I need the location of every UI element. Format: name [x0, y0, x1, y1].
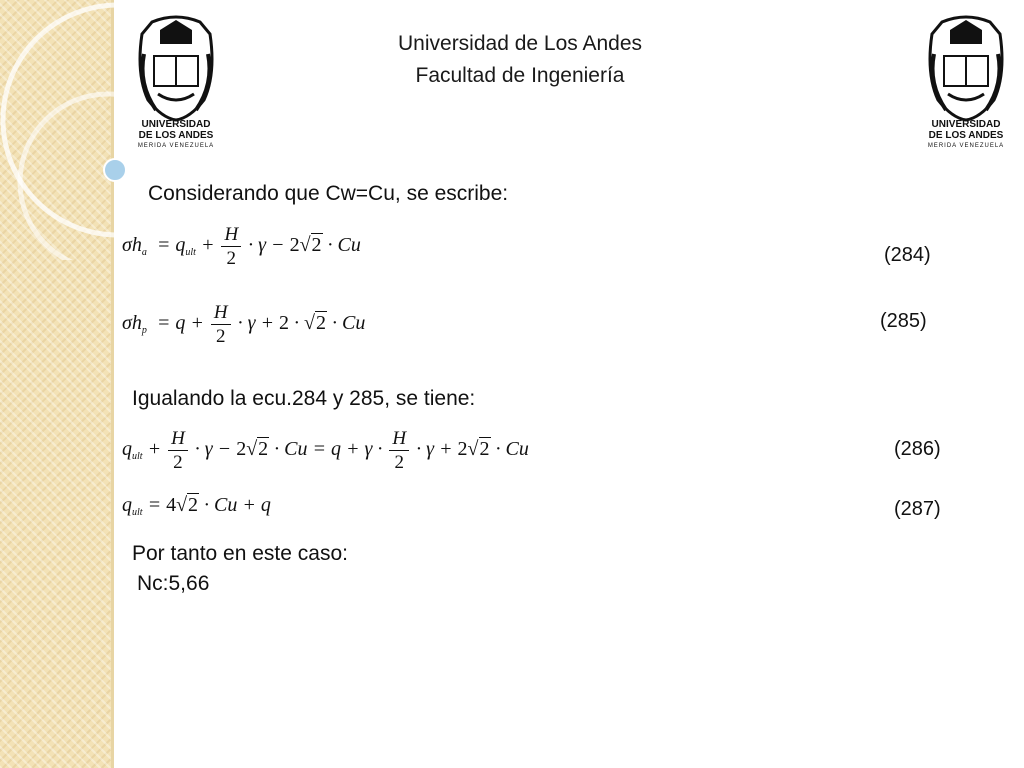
decorative-arcs — [0, 0, 140, 260]
logo-text-1: UNIVERSIDAD — [141, 119, 211, 130]
logo-text-1: UNIVERSIDAD — [931, 119, 1001, 130]
logo-text-3: MERIDA VENEZUELA — [137, 143, 215, 149]
equation-286: $q_{ult}$ + $\frac{H}{2}$ · γ − 2√2 · Cu = q + γ · $\frac{H}{2}$ · γ + 2√2 · Cu — [122, 428, 529, 473]
equation-284: $\sigma h_a = q_{ult}$ + $\frac{H}{2}$ · γ − 2√2 · Cu — [122, 224, 361, 269]
intro-text: Considerando que Cw=Cu, se escribe: — [148, 182, 509, 205]
conclusion-text: Por tanto en este caso: — [132, 542, 348, 565]
equation-number-286: (286) — [894, 438, 941, 460]
university-logo-right — [920, 14, 1012, 150]
university-title: Universidad de Los Andes — [398, 32, 642, 55]
university-logo-left — [130, 14, 222, 150]
logo-text-3: MERIDA VENEZUELA — [927, 143, 1005, 149]
equation-number-285: (285) — [880, 310, 927, 332]
decorative-bullet-circle — [104, 159, 126, 181]
logo-text-2: DE LOS ANDES — [928, 130, 1004, 141]
equation-number-287: (287) — [894, 498, 941, 520]
equation-287: $q_{ult} = 4√2 \cdot Cu + q$ — [122, 494, 271, 518]
logo-text-2: DE LOS ANDES — [138, 130, 214, 141]
faculty-title: Facultad de Ingeniería — [415, 64, 625, 87]
equating-text: Igualando la ecu.284 y 285, se tiene: — [132, 387, 476, 410]
equation-number-284: (284) — [884, 244, 931, 266]
result-value: Nc:5,66 — [137, 572, 210, 595]
equation-285: $\sigma h_p = q$ + $\frac{H}{2}$ · γ + 2 · √2 · Cu — [122, 302, 366, 347]
